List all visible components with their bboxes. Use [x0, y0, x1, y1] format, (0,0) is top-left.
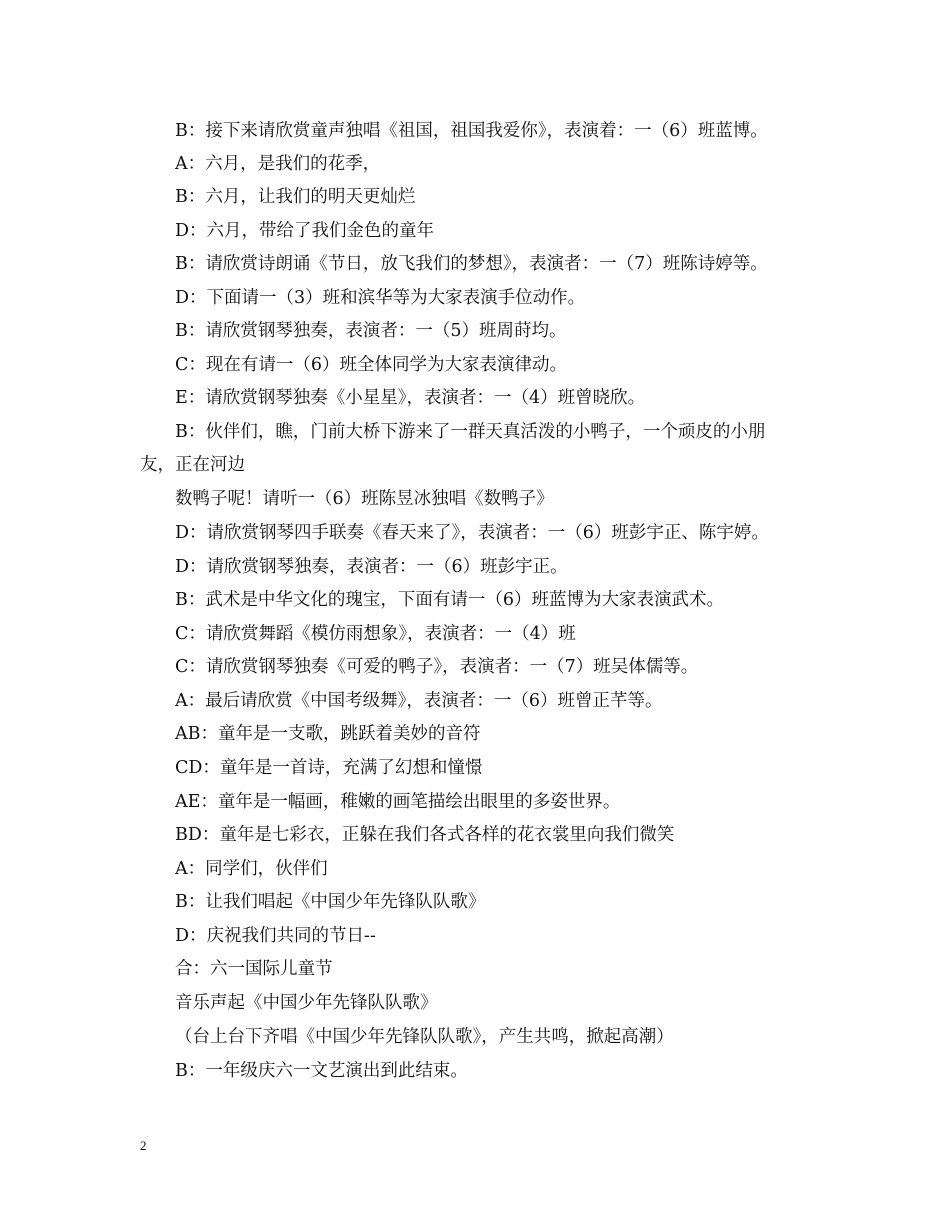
text-line: D：下面请一（3）班和滨华等为大家表演手位动作。: [175, 288, 586, 308]
text-line: B：接下来请欣赏童声独唱《祖国，祖国我爱你》，表演着：一（6）班蓝博。: [175, 121, 768, 141]
text-line: A：同学们，伙伴们: [175, 859, 328, 879]
text-line: B：伙伴们，瞧，门前大桥下游来了一群天真活泼的小鸭子，一个顽皮的小朋: [175, 422, 766, 442]
text-line: C：请欣赏舞蹈《模仿雨想象》，表演者：一（4）班: [175, 624, 576, 644]
text-line: D：请欣赏钢琴独奏，表演者：一（6）班彭宇正。: [175, 557, 568, 577]
text-line: B：六月，让我们的明天更灿烂: [175, 187, 416, 207]
text-line: C：现在有请一（6）班全体同学为大家表演律动。: [175, 355, 568, 375]
text-line: C：请欣赏钢琴独奏《可爱的鸭子》，表演者：一（7）班吴体儒等。: [175, 657, 699, 677]
text-line: D：请欣赏钢琴四手联奏《春天来了》，表演者：一（6）班彭宇正、陈宇婷。: [175, 523, 769, 543]
text-line: 音乐声起《中国少年先锋队队歌》: [175, 993, 438, 1013]
text-line: E：请欣赏钢琴独奏《小星星》，表演者：一（4）班曾晓欣。: [175, 388, 646, 408]
text-line: 合：六一国际儿童节: [175, 959, 333, 979]
page-number: 2: [140, 1138, 147, 1153]
text-line: D：庆祝我们共同的节日--: [175, 926, 376, 946]
text-line: B：一年级庆六一文艺演出到此结束。: [175, 1061, 468, 1081]
text-line: D：六月，带给了我们金色的童年: [175, 221, 435, 241]
text-line: AE：童年是一幅画，稚嫩的画笔描绘出眼里的多姿世界。: [175, 792, 621, 812]
text-line: （台上台下齐唱《中国少年先锋队队歌》，产生共鸣，掀起高潮）: [175, 1027, 674, 1047]
text-line: B：让我们唱起《中国少年先锋队队歌》: [175, 892, 486, 912]
text-line: A：最后请欣赏《中国考级舞》，表演者：一（6）班曾正芊等。: [175, 691, 663, 711]
text-line: A：六月，是我们的花季，: [175, 154, 381, 174]
text-line: CD：童年是一首诗，充满了幻想和憧憬: [175, 758, 483, 778]
text-line: 友，正在河边: [140, 455, 245, 475]
text-line: B：请欣赏钢琴独奏，表演者：一（5）班周莳均。: [175, 321, 567, 341]
text-line: BD：童年是七彩衣，正躲在我们各式各样的花衣裳里向我们微笑: [175, 825, 675, 845]
text-line: AB：童年是一支歌，跳跃着美妙的音符: [175, 724, 481, 744]
text-line: B：请欣赏诗朗诵《节日，放飞我们的梦想》，表演者：一（7）班陈诗婷等。: [175, 254, 768, 274]
text-line: B：武术是中华文化的瑰宝，下面有请一（6）班蓝博为大家表演武术。: [175, 590, 724, 610]
text-line: 数鸭子呢！请听一（6）班陈昱冰独唱《数鸭子》: [175, 489, 554, 509]
